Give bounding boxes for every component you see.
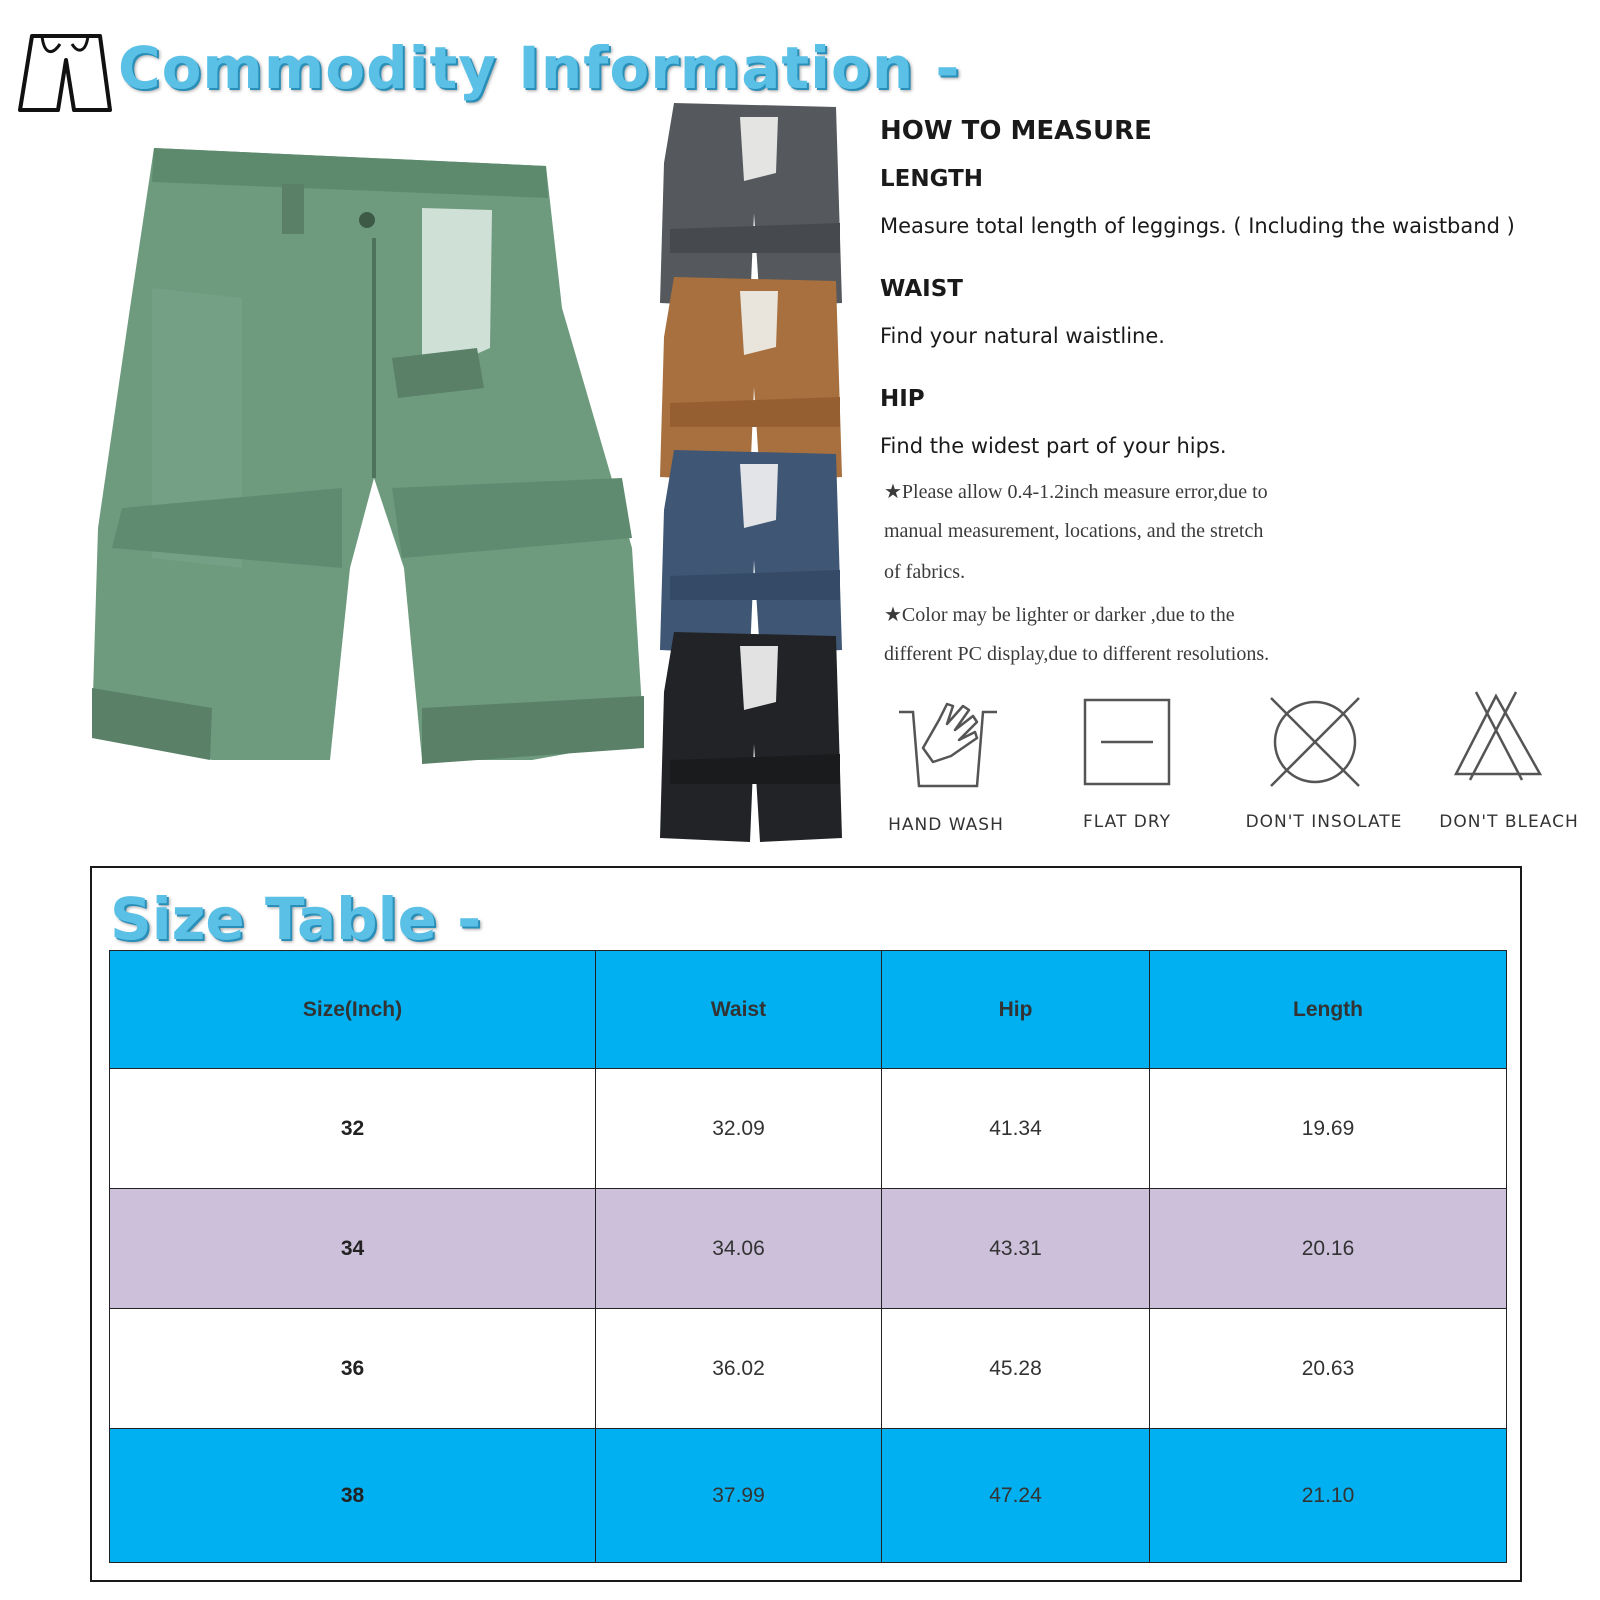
measure-error-note: ★Please allow 0.4-1.2inch measure error,due to bbox=[884, 481, 1268, 503]
no-bleach-icon bbox=[1450, 690, 1560, 800]
size-table-title: Size Table - bbox=[110, 885, 482, 953]
hand-wash-icon bbox=[893, 690, 1003, 800]
no-sun-icon bbox=[1263, 690, 1373, 800]
size-cell: 32 bbox=[110, 1069, 596, 1189]
column-header-waist: Waist bbox=[596, 951, 882, 1069]
no-bleach-label: DON'T BLEACH bbox=[1439, 812, 1579, 832]
waist-cell: 37.99 bbox=[596, 1429, 882, 1563]
waist-text: Find your natural waistline. bbox=[880, 324, 1165, 348]
waist-heading: WAIST bbox=[880, 276, 963, 302]
no-sun-label: DON'T INSOLATE bbox=[1245, 812, 1403, 832]
shorts-outline-icon bbox=[14, 30, 114, 116]
size-table bbox=[109, 950, 1507, 1563]
flat-dry-icon bbox=[1075, 690, 1185, 800]
hip-heading: HIP bbox=[880, 386, 925, 412]
hip-cell: 47.24 bbox=[882, 1429, 1150, 1563]
column-header-length: Length bbox=[1150, 951, 1507, 1069]
waist-cell: 34.06 bbox=[596, 1189, 882, 1309]
waist-cell: 32.09 bbox=[596, 1069, 882, 1189]
hand-wash-label: HAND WASH bbox=[888, 815, 1004, 835]
hip-text: Find the widest part of your hips. bbox=[880, 434, 1227, 458]
measure-error-note: manual measurement, locations, and the stretch bbox=[884, 520, 1264, 542]
hip-cell: 43.31 bbox=[882, 1189, 1150, 1309]
length-cell: 20.16 bbox=[1150, 1189, 1507, 1309]
flat-dry-label: FLAT DRY bbox=[1083, 812, 1171, 832]
color-note: different PC display,due to different resolutions. bbox=[884, 643, 1270, 665]
size-cell: 36 bbox=[110, 1309, 596, 1429]
length-cell: 20.63 bbox=[1150, 1309, 1507, 1429]
color-note: ★Color may be lighter or darker ,due to the bbox=[884, 604, 1235, 626]
table-row bbox=[110, 1309, 1507, 1429]
size-table-header-row bbox=[110, 951, 1507, 1069]
measure-heading: HOW TO MEASURE bbox=[880, 116, 1152, 146]
length-text: Measure total length of leggings. ( Including the waistband ) bbox=[880, 214, 1515, 238]
size-cell: 38 bbox=[110, 1429, 596, 1563]
hip-cell: 41.34 bbox=[882, 1069, 1150, 1189]
black-shorts-image bbox=[660, 632, 850, 850]
blue-shorts-image bbox=[660, 450, 850, 662]
green-cargo-shorts-image bbox=[92, 148, 658, 808]
column-header-size: Size(Inch) bbox=[110, 951, 596, 1069]
column-header-hip: Hip bbox=[882, 951, 1150, 1069]
table-row bbox=[110, 1429, 1507, 1563]
length-cell: 19.69 bbox=[1150, 1069, 1507, 1189]
table-row bbox=[110, 1189, 1507, 1309]
size-cell: 34 bbox=[110, 1189, 596, 1309]
page-title: Commodity Information - bbox=[118, 34, 961, 102]
hip-cell: 45.28 bbox=[882, 1309, 1150, 1429]
length-heading: LENGTH bbox=[880, 166, 984, 192]
length-cell: 21.10 bbox=[1150, 1429, 1507, 1563]
table-row bbox=[110, 1069, 1507, 1189]
waist-cell: 36.02 bbox=[596, 1309, 882, 1429]
measure-error-note: of fabrics. bbox=[884, 561, 966, 583]
